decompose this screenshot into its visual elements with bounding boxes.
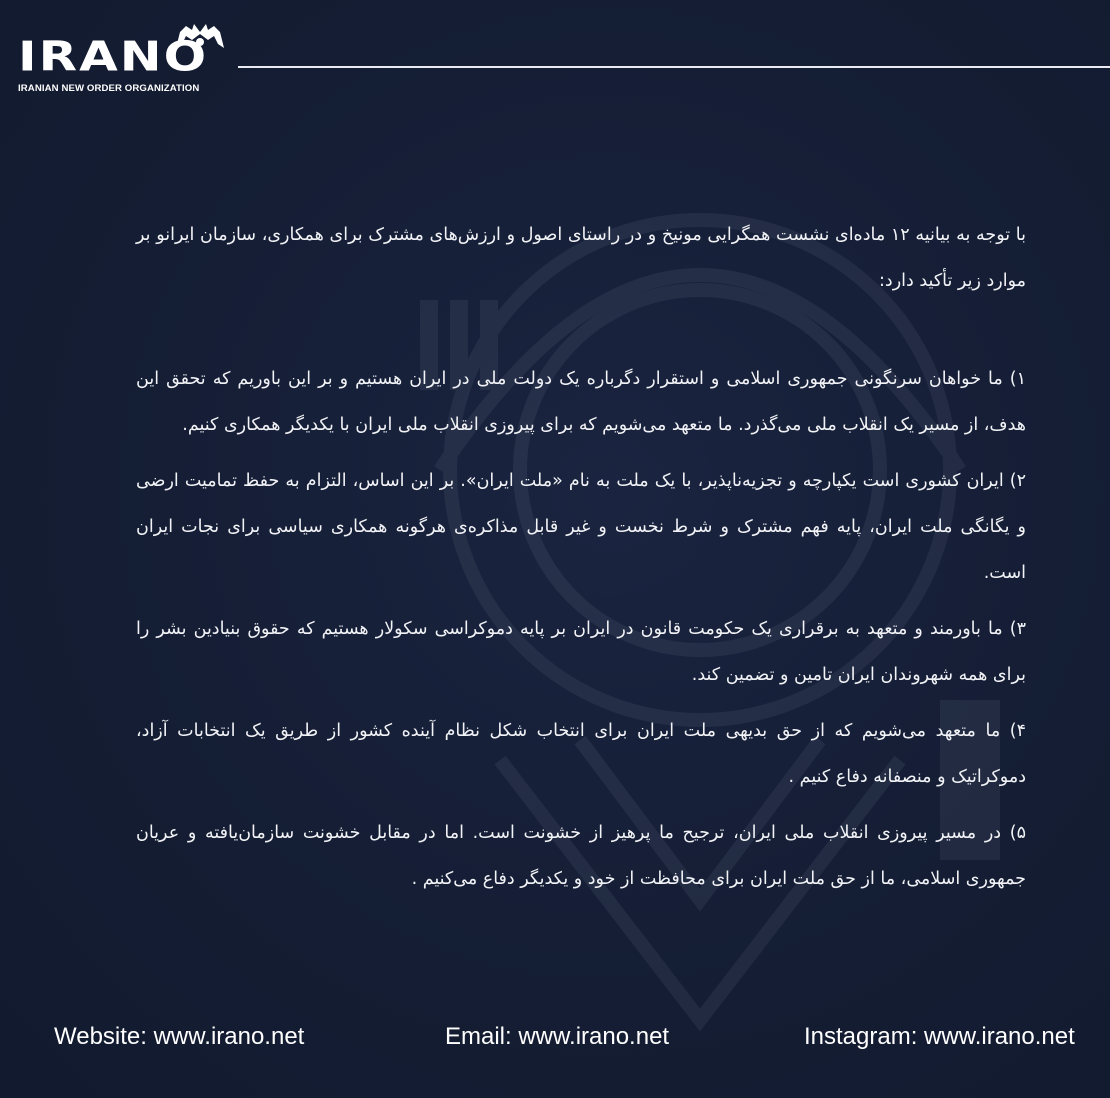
- header-divider: [238, 66, 1110, 68]
- footer-website: Website: www.irano.net: [54, 1023, 305, 1050]
- footer-instagram: Instagram: www.irano.net: [804, 1023, 1075, 1050]
- irano-logo: [18, 22, 228, 97]
- statement-point-1: ۱) ما خواهان سرنگونی جمهوری اسلامی و استقرار دگرباره یک دولت ملی در ایران هستیم و بر این باوریم که تحقق این هدف، از مسیر یک انقلاب ملی می‌گذرد. ما متعهد می‌شویم که برای پیروزی انقلاب ملی ایران با یکدیگر همکاری کنیم.: [136, 369, 1026, 435]
- statement-point-5: ۵) در مسیر پیروزی انقلاب ملی ایران، ترجیح ما پرهیز از خشونت است. اما در مقابل خشونت سازمان‌یافته و عریان جمهوری اسلامی، ما از حق ملت ایران برای محافظت از خود و یکدیگر دفاع می‌کنیم .: [136, 823, 1026, 889]
- footer-email: Email: www.irano.net: [445, 1023, 670, 1050]
- logo-subtitle: IRANIAN NEW ORDER ORGANIZATION: [18, 83, 200, 94]
- statement-point-2: ۲) ایران کشوری است یکپارچه و تجزیه‌ناپذیر، با یک ملت به نام «ملت ایران». بر این اساس، التزام به حفظ تمامیت ارضی و یگانگی ملت ایران، پایه فهم مشترک و شرط نخست و غیر قابل مذاکره‌ی هرگونه همکاری سیاسی برای نجات ایران است.: [136, 471, 1026, 583]
- statement-point-4: ۴) ما متعهد می‌شویم که از حق بدیهی ملت ایران برای انتخاب شکل نظام آینده کشور از طریق یک انتخابات آزاد، دموکراتیک و منصفانه دفاع کنیم .: [136, 721, 1026, 787]
- statement-body: [136, 212, 1026, 912]
- logo-wordmark: IRANO: [18, 32, 209, 81]
- statement-point-3: ۳) ما باورمند و متعهد به برقراری یک حکومت قانون در ایران بر پایه دموکراسی سکولار هستیم که حقوق بنیادین بشر را برای همه شهروندان ایران تامین و تضمین کند.: [136, 619, 1026, 685]
- statement-intro: با توجه به بیانیه ۱۲ ماده‌ای نشست همگرایی مونیخ و در راستای اصول و ارزش‌های مشترک برای همکاری، سازمان ایرانو بر موارد زیر تأکید دارد:: [136, 225, 1026, 291]
